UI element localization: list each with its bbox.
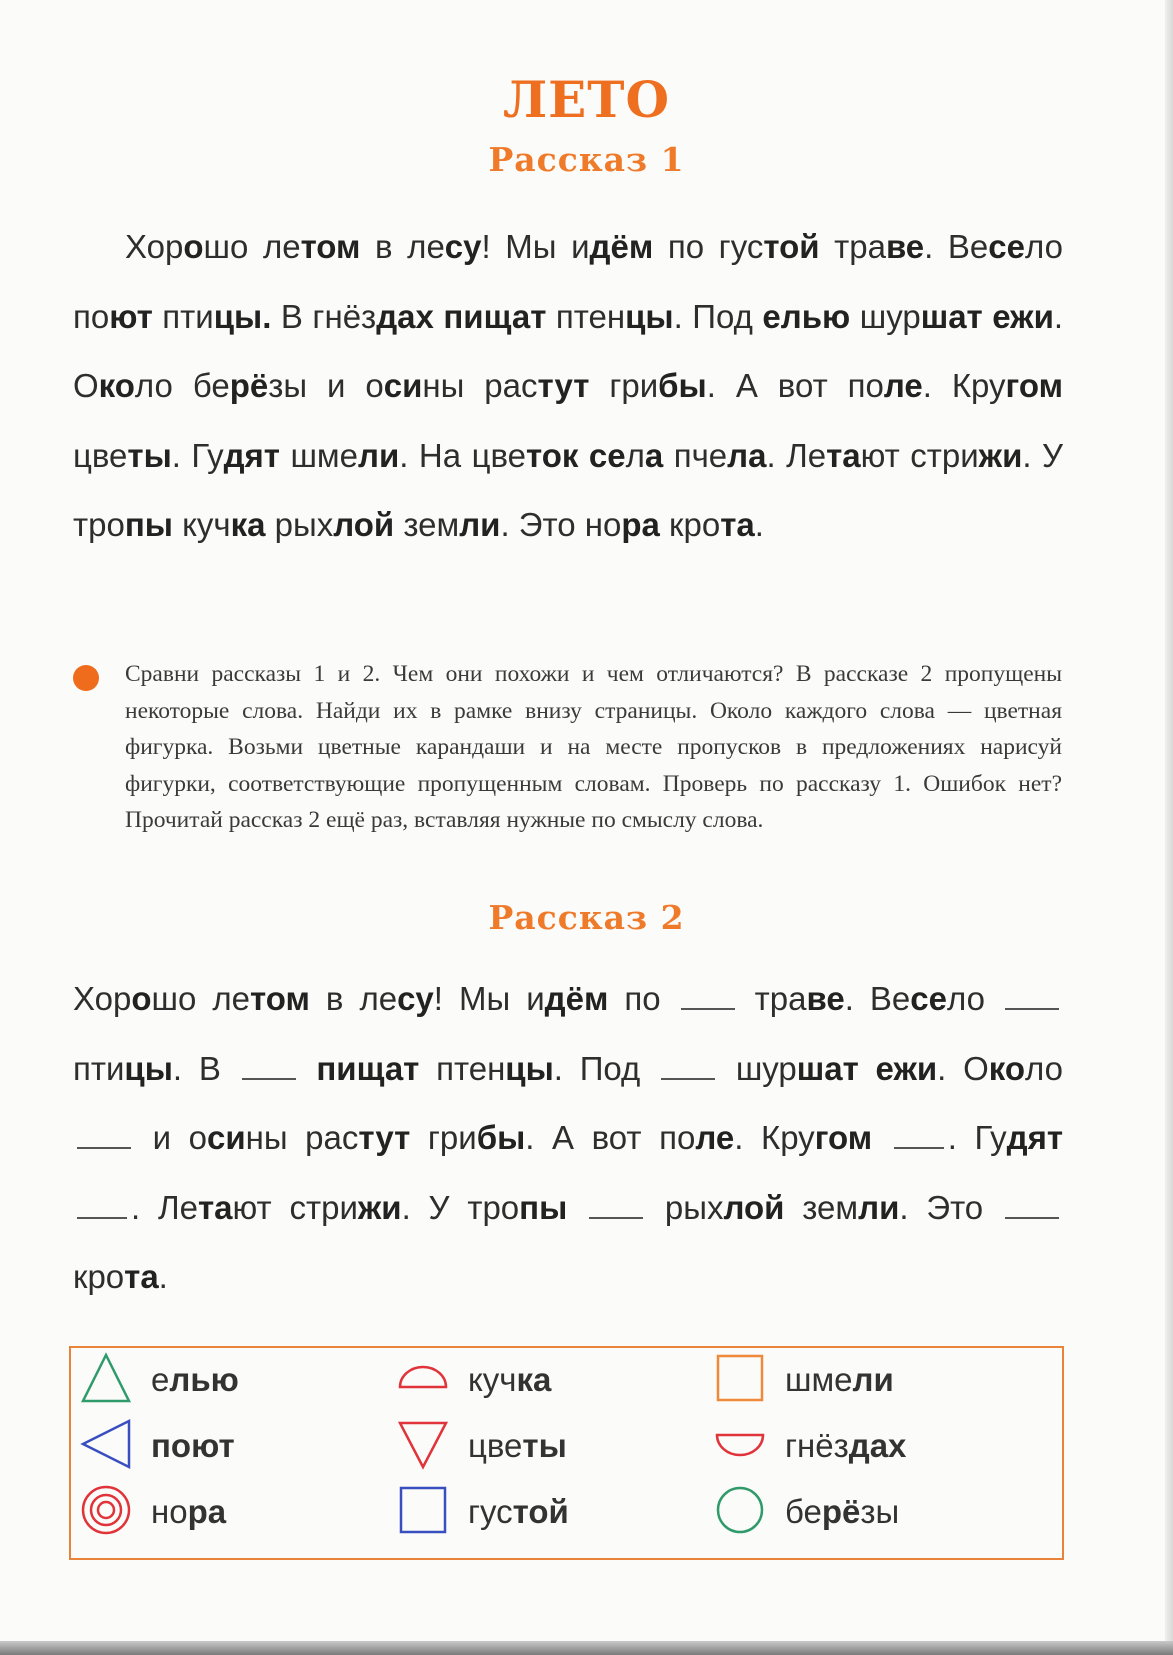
story2-heading: Рассказ 2 <box>488 898 685 937</box>
legend-item <box>396 1416 696 1476</box>
page-edge <box>1165 0 1173 1655</box>
legend-word: цветы <box>468 1427 567 1464</box>
missing-word-blank <box>77 1197 127 1219</box>
legend-item <box>79 1482 379 1542</box>
missing-word-blank <box>242 1058 296 1080</box>
triangle-up-icon <box>79 1351 133 1410</box>
square-icon <box>713 1351 767 1410</box>
legend-item <box>713 1416 1013 1476</box>
missing-word-blank <box>589 1197 643 1219</box>
legend-word: кучка <box>468 1361 552 1398</box>
story1-text: Хорошо летом в лесу! Мы идём по густой траве. Весело поют птицы. В гнёздах пищат птенцы. Под елью шуршат ежи. Около берёзы и осины растут грибы. А вот поле. Кругом цветы. Гудят шмели. На цветок села пчела. Летают стрижи. У тропы кучка рыхлой земли. Это нора крота. <box>73 228 1064 543</box>
triangle-down-icon <box>396 1417 450 1476</box>
missing-word-blank <box>1005 1197 1059 1219</box>
story2-text: Хорошо летом в лесу! Мы идём по траве. Весело птицы. В пищат птенцы. Под шуршат ежи. Около и осины растут грибы. А вот поле. Кругом . Гудят . Летают стрижи. У тропы рыхлой земли. Это крота. <box>73 980 1064 1295</box>
story1-heading: Рассказ 1 <box>488 140 685 179</box>
circle-icon <box>713 1483 767 1542</box>
word-legend-box <box>69 1346 1064 1560</box>
legend-item <box>713 1350 1013 1410</box>
legend-word: густой <box>468 1493 569 1530</box>
legend-item <box>713 1482 1013 1542</box>
missing-word-blank <box>661 1058 715 1080</box>
legend-word: елью <box>151 1361 239 1398</box>
legend-word: берёзы <box>785 1493 900 1530</box>
page-edge-bottom <box>0 1641 1173 1655</box>
missing-word-blank <box>894 1127 944 1149</box>
task-bullet-icon <box>73 665 99 691</box>
missing-word-blank <box>681 988 735 1010</box>
target-circle-icon <box>79 1483 133 1542</box>
square-icon <box>396 1483 450 1542</box>
legend-word: шмели <box>785 1361 894 1398</box>
missing-word-blank <box>77 1127 131 1149</box>
legend-word: нора <box>151 1493 227 1530</box>
page-title: ЛЕТО <box>502 70 671 129</box>
task-instructions: Сравни рассказы 1 и 2. Чем они похожи и чем отличаются? В рассказе 2 пропущены некоторые слова. Найди их в рамке внизу страницы. Около каждого слова — цветная фигурка. Возьми цветные карандаши и на месте пропусков в предложениях нарисуй фигурки, соответствующие пропущенным словам. Проверь по рассказу 1. Ошибок нет? Прочитай рассказ 2 ещё раз, вставляя нужные по смыслу слова. <box>125 661 1062 833</box>
semicircle-dome-icon <box>396 1351 450 1410</box>
legend-item <box>396 1482 696 1542</box>
legend-item <box>396 1350 696 1410</box>
legend-item <box>79 1350 379 1410</box>
triangle-left-icon <box>79 1417 133 1476</box>
semicircle-bowl-icon <box>713 1417 767 1476</box>
missing-word-blank <box>1005 988 1059 1010</box>
legend-word: гнёздах <box>785 1427 907 1464</box>
legend-item <box>79 1416 379 1476</box>
legend-word: поют <box>151 1427 235 1464</box>
